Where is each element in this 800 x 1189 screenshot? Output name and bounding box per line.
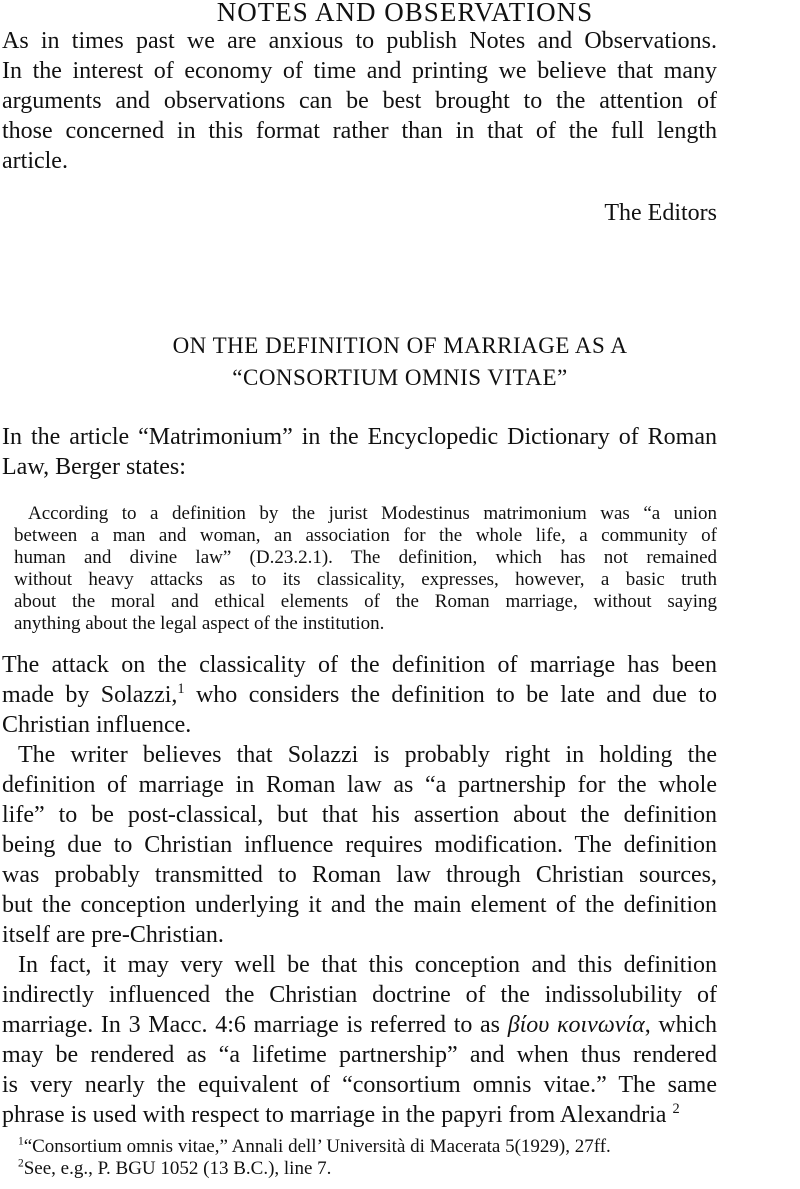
text-line: life” to be post-classical, but that his assertion about the definition	[2, 802, 717, 828]
text-line	[2, 1100, 717, 1130]
text-line: is very nearly the equivalent of “consortium omnis vitae.” The same	[2, 1072, 717, 1098]
text-line: but the conception underlying it and the main element of the definition	[2, 892, 717, 918]
text-line: was probably transmitted to Roman law through Christian sources,	[2, 862, 717, 888]
text-fragment: , which	[644, 1012, 717, 1038]
greek-phrase: βίου κοινωνία	[507, 1012, 645, 1038]
footnotes	[18, 1136, 718, 1180]
article-title	[0, 330, 800, 394]
editors-intro	[2, 26, 717, 176]
text-line: The writer believes that Solazzi is probably right in holding the	[18, 742, 717, 768]
text-line: Christian influence.	[2, 712, 192, 738]
paragraph-in-fact	[2, 950, 717, 1130]
quote-line: human and divine law” (D.23.2.1). The definition, which has not remained	[14, 547, 717, 568]
footnote-ref-2[interactable]: 2	[672, 1101, 680, 1117]
text-line	[2, 1010, 717, 1040]
text-fragment: who considers the definition to be late and due to	[184, 682, 717, 708]
text-fragment: phrase is used with respect to marriage in the papyri from Alexandria	[2, 1102, 673, 1128]
section-title: NOTES AND OBSERVATIONS	[216, 0, 594, 27]
text-line: definition of marriage in Roman law as “a partnership for the whole	[2, 772, 717, 798]
text-line: those concerned in this format rather than in that of the full length	[2, 118, 717, 144]
footnote-1	[18, 1136, 718, 1158]
text-line: In the article “Matrimonium” in the Encyclopedic Dictionary of Roman	[2, 424, 717, 450]
footnote-ref-1[interactable]: 1	[177, 681, 185, 697]
quote-line: without heavy attacks as to its classicality, expresses, however, a basic truth	[14, 569, 717, 590]
quote-line: anything about the legal aspect of the institution.	[14, 613, 385, 634]
footnote-mark: 1	[18, 1135, 24, 1148]
article-title-line: ON THE DEFINITION OF MARRIAGE AS A	[172, 333, 628, 358]
article-title-line: “CONSORTIUM OMNIS VITAE”	[232, 365, 568, 390]
text-line: In the interest of economy of time and printing we believe that many	[2, 58, 717, 84]
text-line: article.	[2, 148, 68, 174]
quote-line: between a man and woman, an association for the whole life, a community of	[14, 525, 717, 546]
paragraph-writer-believes	[2, 740, 717, 950]
footnote-text: See, e.g., P. BGU 1052 (13 B.C.), line 7.	[23, 1158, 332, 1179]
text-fragment: marriage. In 3 Macc. 4:6 marriage is referred to as	[2, 1012, 508, 1038]
berger-quotation	[14, 503, 717, 635]
text-line	[2, 680, 717, 710]
text-line: indirectly influenced the Christian doctrine of the indissolubility of	[2, 982, 717, 1008]
text-line: may be rendered as “a lifetime partnership” and when thus rendered	[2, 1042, 717, 1068]
paragraph-solazzi-attack	[2, 650, 717, 740]
quote-line: about the moral and ethical elements of the Roman marriage, without saying	[14, 591, 717, 612]
text-line: arguments and observations can be best brought to the attention of	[2, 88, 717, 114]
footnote-2	[18, 1158, 718, 1180]
quote-line: According to a definition by the jurist Modestinus matrimonium was “a union	[28, 503, 717, 524]
footnote-text: “Consortium omnis vitae,” Annali dell’ Università di Macerata 5(1929), 27ff.	[23, 1136, 611, 1157]
text-line: As in times past we are anxious to publish Notes and Observations.	[2, 28, 717, 54]
footnote-mark: 2	[18, 1157, 24, 1170]
editors-signature: The Editors	[604, 200, 717, 226]
text-line: In fact, it may very well be that this conception and this definition	[18, 952, 717, 978]
text-line: The attack on the classicality of the definition of marriage has been	[2, 652, 717, 678]
text-fragment: made by Solazzi,	[2, 682, 178, 708]
text-line: Law, Berger states:	[2, 454, 186, 480]
text-line: itself are pre-Christian.	[2, 922, 224, 948]
text-line: being due to Christian influence requires modification. The definition	[2, 832, 717, 858]
lead-paragraph	[2, 422, 717, 482]
